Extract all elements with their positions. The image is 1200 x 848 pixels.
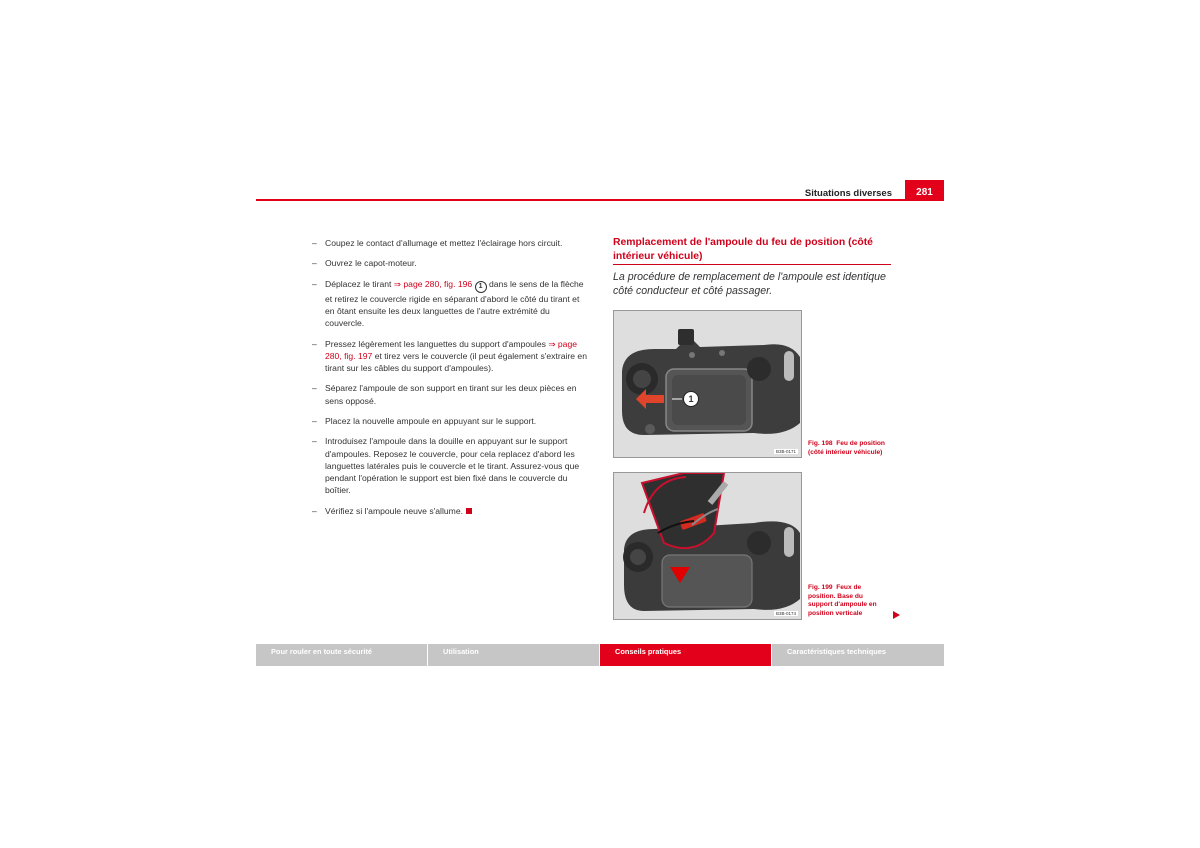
- step-text: dans le sens de la flèche et retirez le couvercle rigide en séparant d'abord le côté du tirant et en ôtant ensuite les deux languettes de l'autre extrémité du couvercle.: [325, 278, 584, 329]
- step-dash: –: [312, 415, 317, 426]
- step-dash: –: [312, 338, 317, 349]
- end-of-section-icon: [466, 508, 472, 514]
- step-dash: –: [312, 238, 317, 248]
- step-dash: –: [312, 383, 317, 394]
- step-text: Séparez l'ampoule de son support en tirant sur les deux pièces en sens opposé.: [325, 383, 577, 406]
- callout-marker: 1: [683, 391, 699, 407]
- step-item: [312, 435, 590, 496]
- callout-marker: 1: [475, 281, 487, 293]
- caption-number: Fig. 198: [808, 440, 833, 447]
- figure-199-image: [613, 472, 802, 620]
- tab-conseils-pratiques[interactable]: Conseils pratiques: [600, 644, 771, 666]
- headlight-detail-illustration: [614, 473, 801, 619]
- figure-198-image: [613, 310, 802, 458]
- page-reference-link[interactable]: ⇒ page 280, fig. 196: [393, 278, 473, 289]
- page-reference-link[interactable]: ⇒ page 280, fig. 197: [325, 338, 578, 361]
- step-text: Déplacez le tirant: [325, 278, 394, 289]
- step-text: Placez la nouvelle ampoule en appuyant sur le support.: [325, 415, 537, 426]
- procedure-steps: [312, 237, 590, 525]
- caption-text: Feux de position. Base du support d'ampoule en position verticale: [808, 584, 877, 617]
- figure-code: B3B-0171: [775, 449, 796, 454]
- tab-pour-rouler-en-toute-securite[interactable]: Pour rouler en toute sécurité: [256, 644, 427, 666]
- step-item: [312, 382, 590, 406]
- step-item: [312, 415, 590, 427]
- step-dash: –: [312, 278, 317, 289]
- page-number: 281: [905, 180, 944, 201]
- step-item: [312, 257, 590, 269]
- caption-number: Fig. 199: [808, 584, 833, 591]
- next-page-arrow-icon[interactable]: [893, 611, 900, 619]
- tab-caracteristiques-techniques[interactable]: Caractéristiques techniques: [772, 644, 944, 666]
- section-rule: [613, 264, 891, 265]
- step-item: [312, 237, 590, 249]
- header-rule: [256, 199, 944, 201]
- headlight-illustration: [614, 311, 801, 457]
- caption-text: Feu de position (côté intérieur véhicule): [808, 440, 885, 456]
- section-heading: Remplacement de l'ampoule du feu de position (côté intérieur véhicule): [613, 237, 873, 262]
- step-text: Ouvrez le capot-moteur.: [325, 258, 417, 269]
- step-text: Coupez le contact d'allumage et mettez l'éclairage hors circuit.: [325, 238, 563, 248]
- step-text: Vérifiez si l'ampoule neuve s'allume.: [325, 505, 463, 516]
- step-dash: –: [312, 258, 317, 269]
- step-item: [312, 505, 590, 517]
- figure-code: B3B-0174: [775, 611, 796, 616]
- figure-198-caption: [808, 440, 900, 457]
- chapter-title: Situations diverses: [804, 188, 892, 199]
- step-text: et tirez vers le couvercle (il peut également s'extraire en tirant sur les câbles du support d'ampoules).: [325, 350, 587, 373]
- step-text: Introduisez l'ampoule dans la douille en appuyant sur le support d'ampoules. Reposez le couvercle, pour cela replacez d'abord les languettes latérales puis le couvercle et le tirant. Assurez-vous que pendant l'opération le support est bien fixé dans le couvercle du boîtier.: [325, 436, 580, 496]
- section-intro: La procédure de remplacement de l'ampoule est identique côté conducteur et côté passager.: [613, 271, 886, 297]
- step-dash: –: [312, 436, 317, 447]
- tab-utilisation[interactable]: Utilisation: [428, 644, 599, 666]
- figure-199-caption: [808, 584, 888, 618]
- step-item: [312, 338, 590, 375]
- step-item: [312, 278, 590, 330]
- step-dash: –: [312, 505, 317, 516]
- step-text: Pressez légèrement les languettes du support d'ampoules: [325, 338, 549, 349]
